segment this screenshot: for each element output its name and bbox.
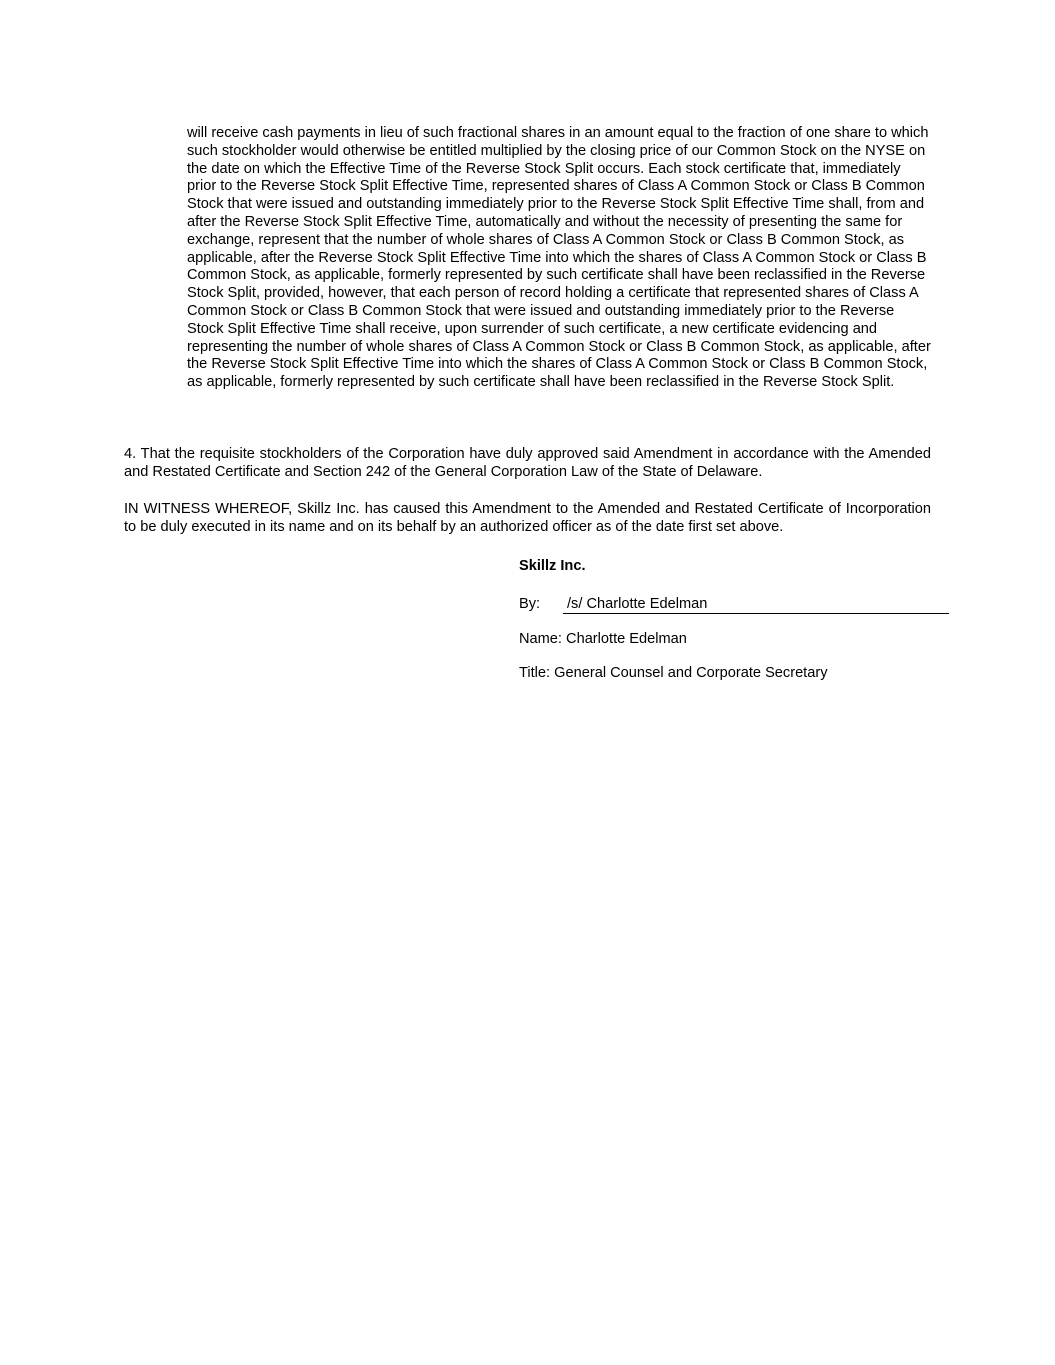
signer-name: Name: Charlotte Edelman — [519, 631, 687, 647]
continuation-paragraph: will receive cash payments in lieu of such fractional shares in an amount equal to the fraction of one share to which such stockholder would otherwise be entitled multiplied by the closing price of our Common Stock on the NYSE on the date on which the Effective Time of the Reverse Stock Split occurs. Each stock certificate that, immediately prior to the Reverse Stock Split Effective Time, represented shares of Class A Common Stock or Class B Common Stock that were issued and outstanding immediately prior to the Reverse Stock Split Effective Time shall, from and after the Reverse Stock Split Effective Time, automatically and without the necessity of presenting the same for exchange, represent that the number of whole shares of Class A Common Stock or Class B Common Stock, as applicable, after the Reverse Stock Split Effective Time into which the shares of Class A Common Stock or Class B Common Stock, as applicable, formerly represented by such certificate shall have been reclassified in the Reverse Stock Split, provided, however, that each person of record holding a certificate that represented shares of Class A Common Stock or Class B Common Stock that were issued and outstanding immediately prior to the Reverse Stock Split Effective Time shall receive, upon surrender of such certificate, a new certificate evidencing and representing the number of whole shares of Class A Common Stock or Class B Common Stock, as applicable, after the Reverse Stock Split Effective Time into which the shares of Class A Common Stock or Class B Common Stock, as applicable, formerly represented by such certificate shall have been reclassified in the Reverse Stock Split. — [187, 125, 931, 391]
signature-block — [519, 557, 951, 681]
signer-title: Title: General Counsel and Corporate Secretary — [519, 665, 828, 681]
company-name: Skillz Inc. — [519, 558, 586, 574]
signature-by-row — [519, 595, 951, 615]
by-label: By: — [519, 596, 541, 612]
paragraph-4: 4. That the requisite stockholders of the Corporation have duly approved said Amendment in accordance with the Amended and Restated Certificate and Section 242 of the General Corporation Law of the State of Delaware. — [124, 446, 931, 480]
signature-line — [563, 595, 949, 614]
signature-value: /s/ Charlotte Edelman — [567, 596, 708, 612]
witness-paragraph: IN WITNESS WHEREOF, Skillz Inc. has caused this Amendment to the Amended and Restated Certificate of Incorporation to be duly executed in its name and on its behalf by an authorized officer as of the date first set above. — [124, 501, 931, 535]
